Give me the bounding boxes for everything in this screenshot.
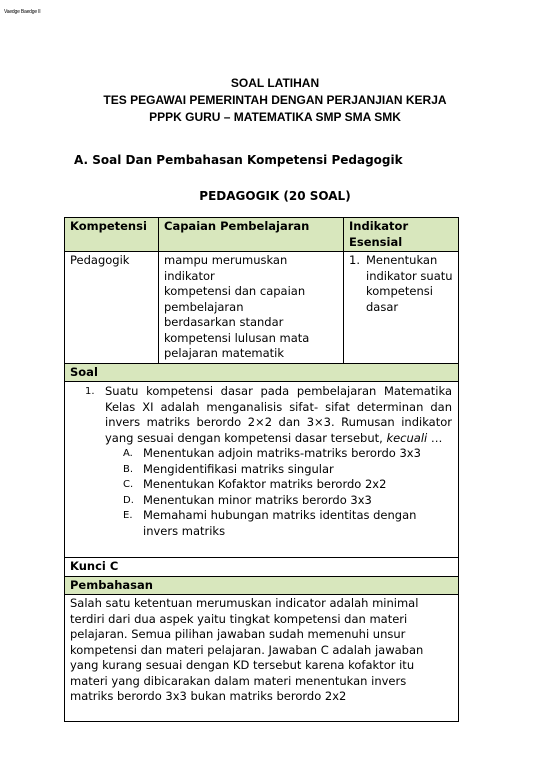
doc-subject: PPPK GURU – MATEMATIKA SMP SMA SMK [149, 110, 401, 124]
capaian-value: mampu merumuskan indikator kompetensi dan capaian pembelajaran berdasarkan standar kompetensi lulusan mata pelajaran matematik [159, 252, 344, 363]
pembahasan-body [65, 594, 458, 721]
option-d: D. Menentukan minor matriks berordo 3x3 [123, 492, 372, 507]
option-e: E. Memahami hubungan matriks identitas dengan invers matriks [123, 508, 417, 538]
header-kompetensi: Kompetensi [65, 218, 159, 251]
header-indikator: Indikator Esensial [349, 219, 409, 249]
pembahasan-header: Pembahasan [65, 576, 458, 595]
pembahasan-text: Salah satu ketentuan merumuskan indicator adalah minimal terdiri dari dua aspek yaitu tingkat kompetensi dan materi pelajaran. Semua pilihan jawaban sudah memenuhi unsur kompetensi dan materi pelajaran. Jawaban C adalah jawaban yang kurang sesuai dengan KD tersebut karena kofaktor itu materi yang dibicarakan dalam materi menentukan invers matriks berordo 3x3 bukan matriks berordo 2x2 [70, 596, 424, 703]
indikator-value: 1. Menentukan indikator suatu kompetensi dasar [349, 253, 453, 314]
kompetensi-value: Pedagogik [65, 252, 159, 363]
question: 1. Suatu kompetensi dasar pada pembelajaran Matematika Kelas XI adalah menganalisis sifat- sifat determinan dan invers matriks berordo 2×2 dan 3×3. Rumusan indikator yang sesuai dengan kompetensi dasar tersebut, kecuali … [85, 384, 452, 445]
soal-header: Soal [65, 363, 458, 382]
kunci-row: Kunci C [65, 557, 458, 576]
sub-title: PEDAGOGIK (20 SOAL) [199, 189, 351, 203]
question-block [65, 381, 458, 557]
header-capaian: Capaian Pembelajaran [159, 218, 344, 251]
question-emphasis: kecuali [386, 430, 428, 445]
question-table [64, 217, 459, 722]
question-text: Suatu kompetensi dasar pada pembelajaran Matematika Kelas XI adalah menganalisis sifat- sifat determinan dan invers matriks berordo 2×2 dan 3×3. Rumusan indikator yang sesuai dengan kompetensi dasar tersebut, [105, 384, 452, 445]
doc-subtitle: TES PEGAWAI PEMERINTAH DENGAN PERJANJIAN KERJA [103, 93, 447, 107]
doc-title: SOAL LATIHAN [230, 76, 320, 90]
option-a: A. Menentukan adjoin matriks-matriks berordo 3x3 [123, 446, 421, 460]
section-title: A. Soal Dan Pembahasan Kompetensi Pedagogik [74, 153, 403, 167]
option-b: B. Mengidentifikasi matriks singular [123, 461, 334, 476]
table-header-row [65, 218, 458, 251]
table-row [65, 251, 458, 363]
watermark: Vaedge Baedge II [4, 9, 41, 15]
option-c: C. Menentukan Kofaktor matriks berordo 2x2 [123, 477, 387, 491]
